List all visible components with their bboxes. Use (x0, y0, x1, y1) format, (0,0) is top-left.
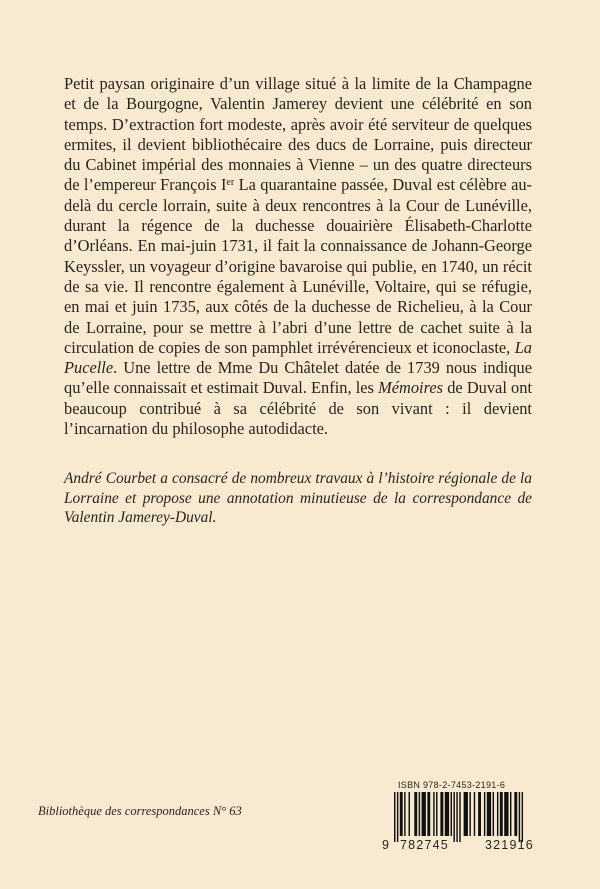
barcode-bar (519, 792, 520, 842)
back-cover-description (64, 74, 532, 439)
ordinal-superscript: er (226, 177, 235, 189)
title-la-pucelle: La Pucelle (64, 337, 532, 378)
barcode-bar (453, 792, 454, 842)
barcode-bar (522, 792, 523, 842)
barcode-bar (484, 792, 485, 836)
barcode-bar (451, 792, 452, 836)
barcode-bar (445, 792, 449, 836)
barcode-bar (514, 792, 517, 836)
barcode-bar (427, 792, 430, 836)
barcode-bar (433, 792, 434, 836)
barcode-bar (478, 792, 481, 836)
barcode-block (382, 780, 572, 856)
author-bio: André Courbet a consacré de nombreux travaux à l’histoire régionale de la Lorraine et propose une annotation minutieuse de la correspondance de Valentin Jamerey-Duval. (64, 470, 532, 526)
barcode-bar (414, 792, 417, 836)
barcode-bar (394, 792, 395, 842)
barcode-bar (409, 792, 410, 836)
barcode-bar (459, 792, 460, 842)
title-memoires: Mémoires (378, 378, 444, 398)
barcode-bar (504, 792, 508, 836)
barcode-digit-first: 9 (382, 838, 391, 852)
barcode-digits-group1: 782745 (400, 838, 449, 852)
isbn-label: ISBN 978-2-7453-2191-6 (398, 780, 506, 790)
barcode-image (392, 792, 564, 842)
description-text-part3: . Une lettre de Mme Du Châtelet datée de 1739 nous indique qu’elle connaissait et estimait Duval. Enfin, les (64, 358, 532, 398)
description-text-part2: La quarantaine passée, Duval est célèbre au-delà du cercle lorrain, suite à deux rencontres à la Cour de Lunéville, durant la régence de la duchesse douairière Élisabeth-Charlotte d’Orléans. En mai-juin 1731, il fait la connaissance de Johann-George Keyssler, un voyageur d’origine bavaroise qui publie, en 1740, un récit de sa vie. Il rencontre également à Lunéville, Voltaire, qui se réfugie, en mai et juin 1735, aux côtés de la duchesse de Richelieu, à la Cour de Lorraine, pour se mettre à l’abri d’une lettre de cachet suite à la circulation de copies de son pamphlet irrévérencieux et iconoclaste, (64, 175, 532, 357)
barcode-bar (404, 792, 405, 836)
barcode-bar (469, 792, 470, 836)
barcode-bar (419, 792, 420, 836)
barcode-bar (500, 792, 503, 836)
barcode-bar (493, 792, 494, 836)
barcode-bar (474, 792, 475, 836)
barcode-bar (510, 792, 511, 836)
barcode-bar (422, 792, 426, 836)
barcode-bar (436, 792, 437, 836)
description-text-part1: Petit paysan originaire d’un village situé à la limite de la Champagne et de la Bourgogne, Valentin Jamerey devient une célébrité en son temps. D’extraction fort modeste, après avoir été serviteur de quelques ermites, il devient bibliothécaire des ducs de Lorraine, puis directeur du Cabinet impérial des monnaies à Vienne – un des quatre directeurs de l’empereur François I (64, 74, 532, 195)
barcode-bar (464, 792, 468, 836)
description-text-part4: de Duval ont beaucoup contribué à sa célébrité de son vivant : il devient l’incarnation du philosophe autodidacte. (64, 378, 532, 439)
barcode-bar (397, 792, 398, 842)
barcode-bar (487, 792, 491, 836)
barcode-bar (400, 792, 403, 836)
series-label: Bibliothèque des correspondances N° 63 (38, 804, 242, 818)
barcode-digits-group2: 321916 (485, 838, 534, 852)
barcode-bar (456, 792, 457, 842)
barcode-bar (440, 792, 443, 836)
barcode-bar (497, 792, 498, 836)
